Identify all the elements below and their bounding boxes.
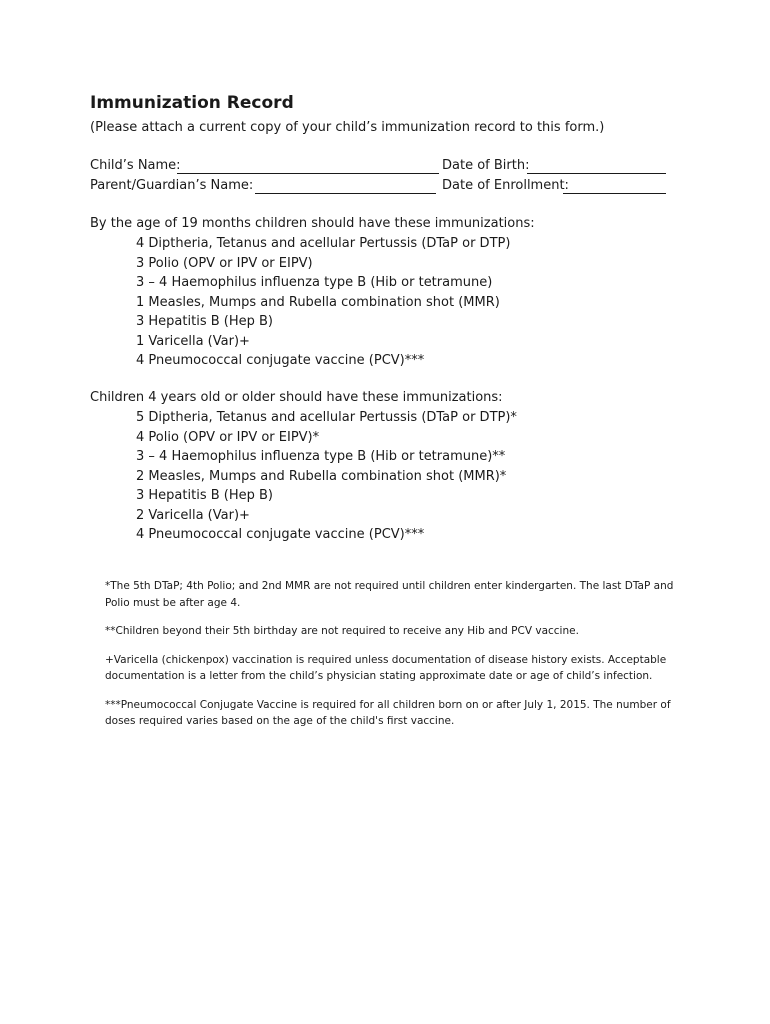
list-item: 2 Varicella (Var)+ (136, 507, 250, 523)
section-heading-4-years: Children 4 years old or older should have these immunizations: (90, 390, 503, 405)
child-name-line[interactable] (177, 173, 439, 174)
list-item: 3 Hepatitis B (Hep B) (136, 314, 273, 329)
enrollment-label: Date of Enrollment: (442, 178, 569, 193)
list-item: 1 Measles, Mumps and Rubella combination shot (MMR) (136, 294, 500, 310)
list-item: 4 Pneumococcal conjugate vaccine (PCV)*** (136, 527, 425, 542)
list-item: 4 Polio (OPV or IPV or EIPV)* (136, 429, 320, 445)
page-subtitle: (Please attach a current copy of your child’s immunization record to this form.) (90, 120, 605, 135)
field-row-parent (90, 178, 666, 196)
vaccine-list-4-years (136, 410, 517, 547)
child-name-label: Child’s Name: (90, 158, 181, 173)
footnotes (105, 578, 675, 742)
enrollment-line[interactable] (563, 193, 666, 194)
list-item: 4 Pneumococcal conjugate vaccine (PCV)*** (136, 353, 425, 368)
footnote-pcv: ***Pneumococcal Conjugate Vaccine is required for all children born on or after July 1, 2015. The number of doses required varies based on the age of the child's first vaccine. (105, 698, 671, 727)
footnote-varicella: +Varicella (chickenpox) vaccination is required unless documentation of disease history exists. Acceptable documentation is a letter from the child’s physician stating approximate date or age of child’s infection. (105, 653, 667, 682)
footnote-dtap: *The 5th DTaP; 4th Polio; and 2nd MMR are not required until children enter kindergarten. The last DTaP and Polio must be after age 4. (105, 580, 674, 609)
footnote-hib-pcv: **Children beyond their 5th birthday are not required to receive any Hib and PCV vaccine. (105, 625, 579, 637)
dob-label: Date of Birth: (442, 158, 530, 173)
list-item: 1 Varicella (Var)+ (136, 333, 250, 349)
list-item: 3 Hepatitis B (Hep B) (136, 488, 273, 503)
list-item: 3 Polio (OPV or IPV or EIPV) (136, 255, 313, 271)
parent-name-line[interactable] (255, 193, 436, 194)
parent-name-label: Parent/Guardian’s Name: (90, 178, 254, 193)
list-item: 3 – 4 Haemophilus influenza type B (Hib or tetramune)** (136, 449, 506, 464)
dob-line[interactable] (527, 173, 666, 174)
list-item: 2 Measles, Mumps and Rubella combination shot (MMR)* (136, 468, 507, 484)
vaccine-list-19-months (136, 236, 510, 373)
list-item: 5 Diptheria, Tetanus and acellular Pertussis (DTaP or DTP)* (136, 410, 517, 425)
page-title: Immunization Record (90, 93, 294, 113)
list-item: 3 – 4 Haemophilus influenza type B (Hib or tetramune) (136, 275, 493, 290)
field-row-child (90, 158, 666, 176)
list-item: 4 Diptheria, Tetanus and acellular Pertussis (DTaP or DTP) (136, 236, 511, 251)
section-heading-19-months: By the age of 19 months children should have these immunizations: (90, 216, 535, 231)
